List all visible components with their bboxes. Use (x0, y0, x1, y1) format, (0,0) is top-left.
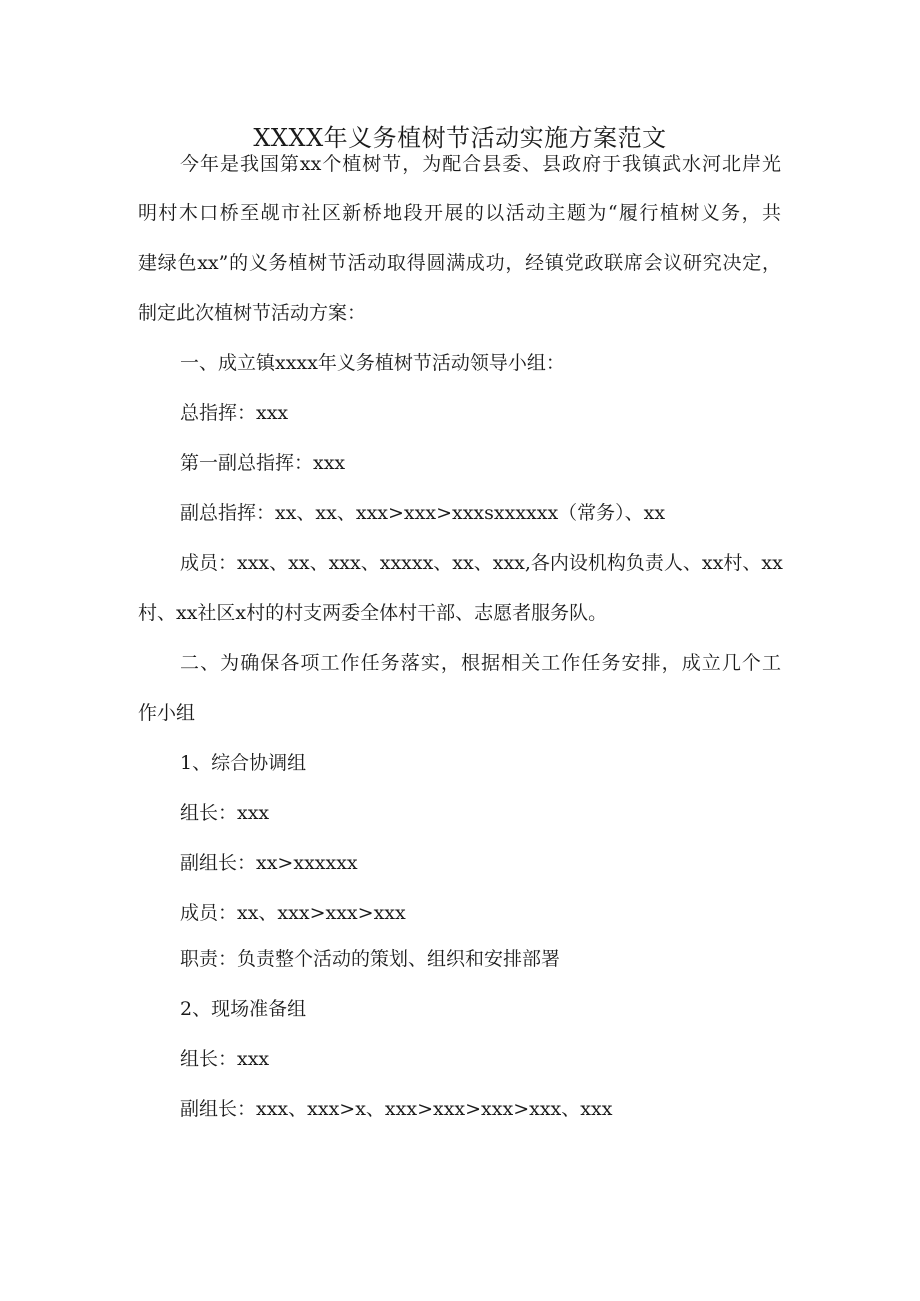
commander-line: 总指挥：xxx (180, 402, 289, 424)
members-line-1: 成员：xxx、xx、xxx、xxxxx、xx、xxx,各内设机构负责人、xx村、xx (180, 552, 783, 574)
section2-heading-line-1: 二、为确保各项工作任务落实，根据相关工作任务安排，成立几个工 (180, 652, 781, 674)
group2-name: 2、现场准备组 (180, 998, 307, 1020)
section2-heading-line-2: 作小组 (138, 702, 196, 724)
deputies-line: 副总指挥：xx、xx、xxx>xxx>xxxsxxxxxx（常务）、xx (180, 502, 666, 524)
group2-deputy: 副组长：xxx、xxx>x、xxx>xxx>xxx>xxx、xxx (180, 1098, 613, 1120)
document-title: XXXX年义务植树节活动实施方案范文 (253, 124, 667, 152)
members-line-2: 村、xx社区x村的村支两委全体村干部、志愿者服务队。 (138, 602, 608, 624)
group1-members: 成员：xx、xxx>xxx>xxx (180, 902, 406, 924)
group1-name: 1、综合协调组 (180, 752, 307, 774)
group1-leader: 组长：xxx (180, 802, 270, 824)
group1-deputy: 副组长：xx>xxxxxx (180, 852, 358, 874)
intro-line-3: 建绿色xx”的义务植树节活动取得圆满成功，经镇党政联席会议研究决定， (138, 252, 781, 274)
intro-line-4: 制定此次植树节活动方案： (138, 302, 367, 324)
group1-duty: 职责：负责整个活动的策划、组织和安排部署 (180, 948, 561, 970)
first-deputy-line: 第一副总指挥：xxx (180, 452, 346, 474)
intro-line-1: 今年是我国第xx个植树节，为配合县委、县政府于我镇武水河北岸光 (180, 153, 781, 175)
group2-leader: 组长：xxx (180, 1048, 270, 1070)
intro-line-2: 明村木口桥至觇市社区新桥地段开展的以活动主题为“履行植树义务，共 (138, 202, 781, 224)
section1-heading: 一、成立镇xxxx年义务植树节活动领导小组： (180, 352, 565, 374)
